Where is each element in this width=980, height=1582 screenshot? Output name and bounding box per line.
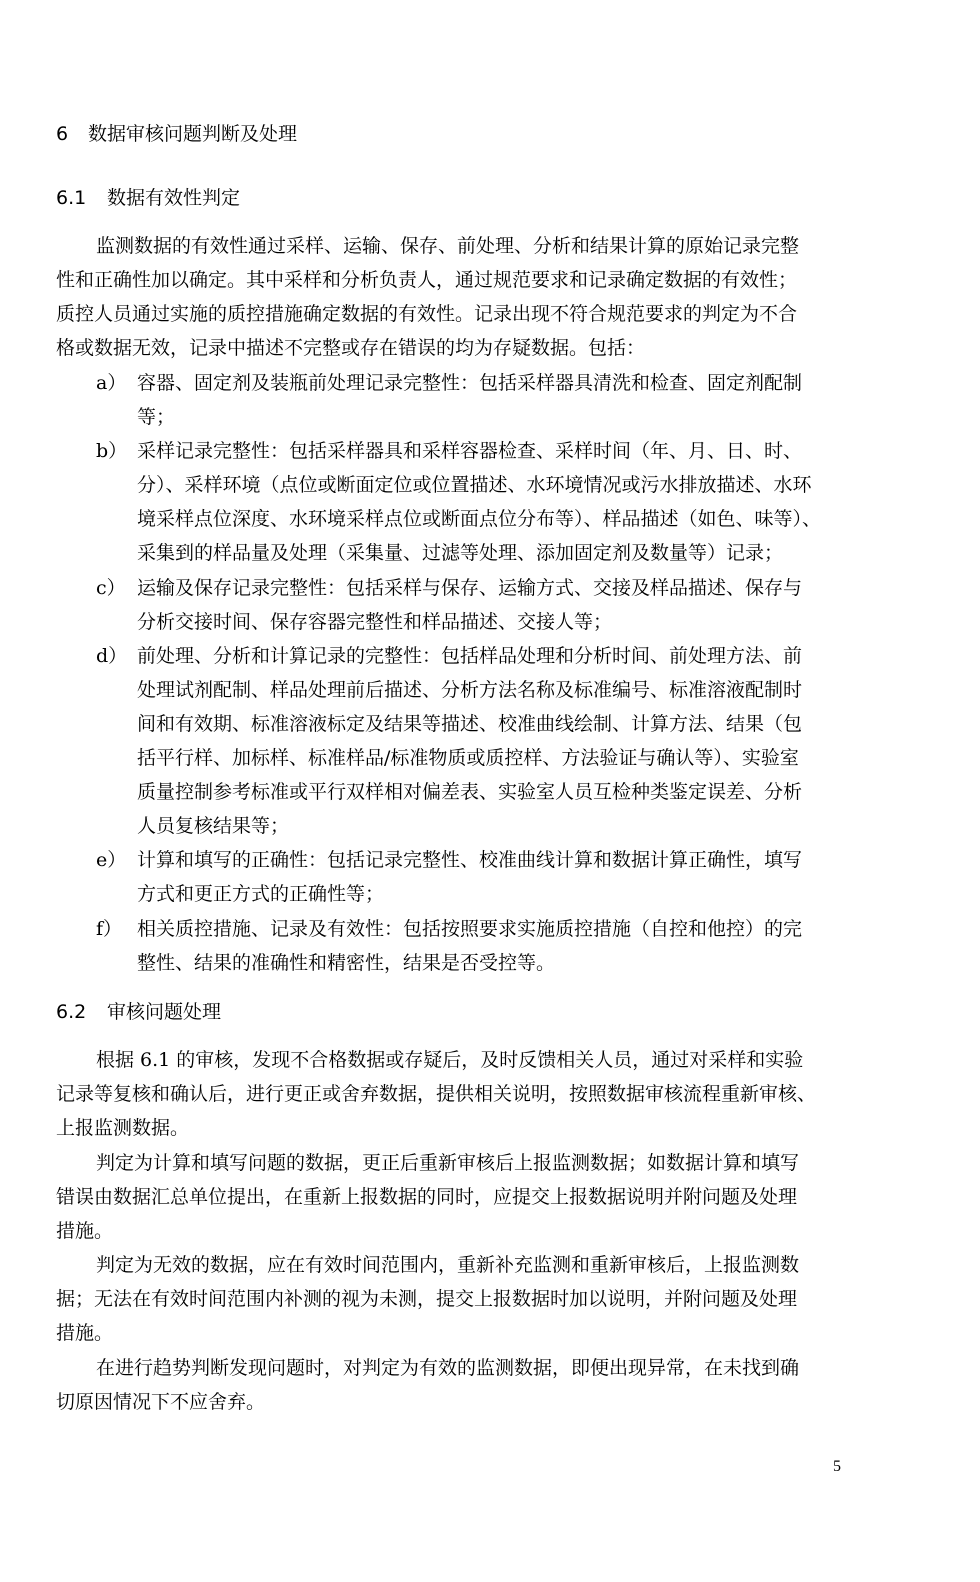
section-6-2-heading	[56, 1000, 221, 1024]
list-item-line: 等；	[137, 406, 176, 428]
list-item-label-c: c）	[96, 577, 126, 599]
section-6-1-number: 6.1	[56, 187, 87, 209]
list-item-line: 相关质控措施、记录及有效性：包括按照要求实施质控措施（自控和他控）的完	[137, 918, 803, 940]
paragraph-line: 措施。	[56, 1220, 114, 1242]
list-item-label-d: d）	[96, 645, 128, 667]
list-item-line: 计算和填写的正确性：包括记录完整性、校准曲线计算和数据计算正确性，填写	[137, 849, 803, 871]
list-item-line: 人员复核结果等；	[137, 815, 290, 837]
section-6-2-title: 审核问题处理	[107, 1001, 222, 1023]
section-6-1-heading	[56, 186, 240, 210]
paragraph-line: 据；无法在有效时间范围内补测的视为未测，提交上报数据时加以说明，并附问题及处理	[56, 1288, 798, 1310]
section-6-number: 6	[56, 123, 69, 145]
list-item-line: 分析交接时间、保存容器完整性和样品描述、交接人等；	[137, 611, 613, 633]
list-item-line: 质量控制参考标准或平行双样相对偏差表、实验室人员互检种类鉴定误差、分析	[137, 781, 803, 803]
list-item-label-f: f）	[96, 918, 123, 940]
list-item-line: 间和有效期、标准溶液标定及结果等描述、校准曲线绘制、计算方法、结果（包	[137, 713, 803, 735]
paragraph-line: 错误由数据汇总单位提出，在重新上报数据的同时，应提交上报数据说明并附问题及处理	[56, 1186, 798, 1208]
page-number: 5	[833, 1458, 841, 1475]
section-6-title: 数据审核问题判断及处理	[88, 123, 298, 145]
intro-line: 质控人员通过实施的质控措施确定数据的有效性。记录出现不符合规范要求的判定为不合	[56, 303, 798, 325]
list-item-line: 分）、采样环境（点位或断面定位或位置描述、水环境情况或污水排放描述、水环	[137, 474, 812, 496]
section-6-1-title: 数据有效性判定	[107, 187, 241, 209]
list-item-line: 整性、结果的准确性和精密性，结果是否受控等。	[137, 952, 556, 974]
list-item-line: 方式和更正方式的正确性等；	[137, 883, 385, 905]
paragraph-line: 在进行趋势判断发现问题时，对判定为有效的监测数据，即便出现异常，在未找到确	[96, 1357, 800, 1379]
paragraph-line: 上报监测数据。	[56, 1117, 190, 1139]
paragraph-line: 记录等复核和确认后，进行更正或舍弃数据，提供相关说明，按照数据审核流程重新审核、	[56, 1083, 817, 1105]
list-item-line: 前处理、分析和计算记录的完整性：包括样品处理和分析时间、前处理方法、前	[137, 645, 803, 667]
intro-line: 监测数据的有效性通过采样、运输、保存、前处理、分析和结果计算的原始记录完整	[96, 235, 800, 257]
list-item-line: 境采样点位深度、水环境采样点位或断面点位分布等）、样品描述（如色、味等）、	[137, 508, 822, 530]
list-item-line: 括平行样、加标样、标准样品/标准物质或质控样、方法验证与确认等）、实验室	[137, 747, 799, 769]
paragraph-line: 根据 6.1 的审核，发现不合格数据或存疑后，及时反馈相关人员，通过对采样和实验	[96, 1049, 804, 1071]
intro-line: 格或数据无效，记录中描述不完整或存在错误的均为存疑数据。包括：	[56, 337, 646, 359]
paragraph-line: 切原因情况下不应舍弃。	[56, 1391, 266, 1413]
paragraph-line: 判定为计算和填写问题的数据，更正后重新审核后上报监测数据；如数据计算和填写	[96, 1152, 800, 1174]
list-item-label-e: e）	[96, 849, 127, 871]
paragraph-line: 措施。	[56, 1322, 114, 1344]
list-item-line: 运输及保存记录完整性：包括采样与保存、运输方式、交接及样品描述、保存与	[137, 577, 803, 599]
section-6-heading	[56, 122, 297, 146]
paragraph-line: 判定为无效的数据，应在有效时间范围内，重新补充监测和重新审核后，上报监测数	[96, 1254, 800, 1276]
section-6-2-number: 6.2	[56, 1001, 87, 1023]
intro-line: 性和正确性加以确定。其中采样和分析负责人，通过规范要求和记录确定数据的有效性；	[56, 269, 798, 291]
list-item-line: 采样记录完整性：包括采样器具和采样容器检查、采样时间（年、月、日、时、	[137, 440, 803, 462]
list-item-label-a: a）	[96, 372, 127, 394]
list-item-line: 处理试剂配制、样品处理前后描述、分析方法名称及标准编号、标准溶液配制时	[137, 679, 803, 701]
list-item-line: 采集到的样品量及处理（采集量、过滤等处理、添加固定剂及数量等）记录；	[137, 542, 784, 564]
list-item-line: 容器、固定剂及装瓶前处理记录完整性：包括采样器具清洗和检查、固定剂配制	[137, 372, 803, 394]
list-item-label-b: b）	[96, 440, 128, 462]
